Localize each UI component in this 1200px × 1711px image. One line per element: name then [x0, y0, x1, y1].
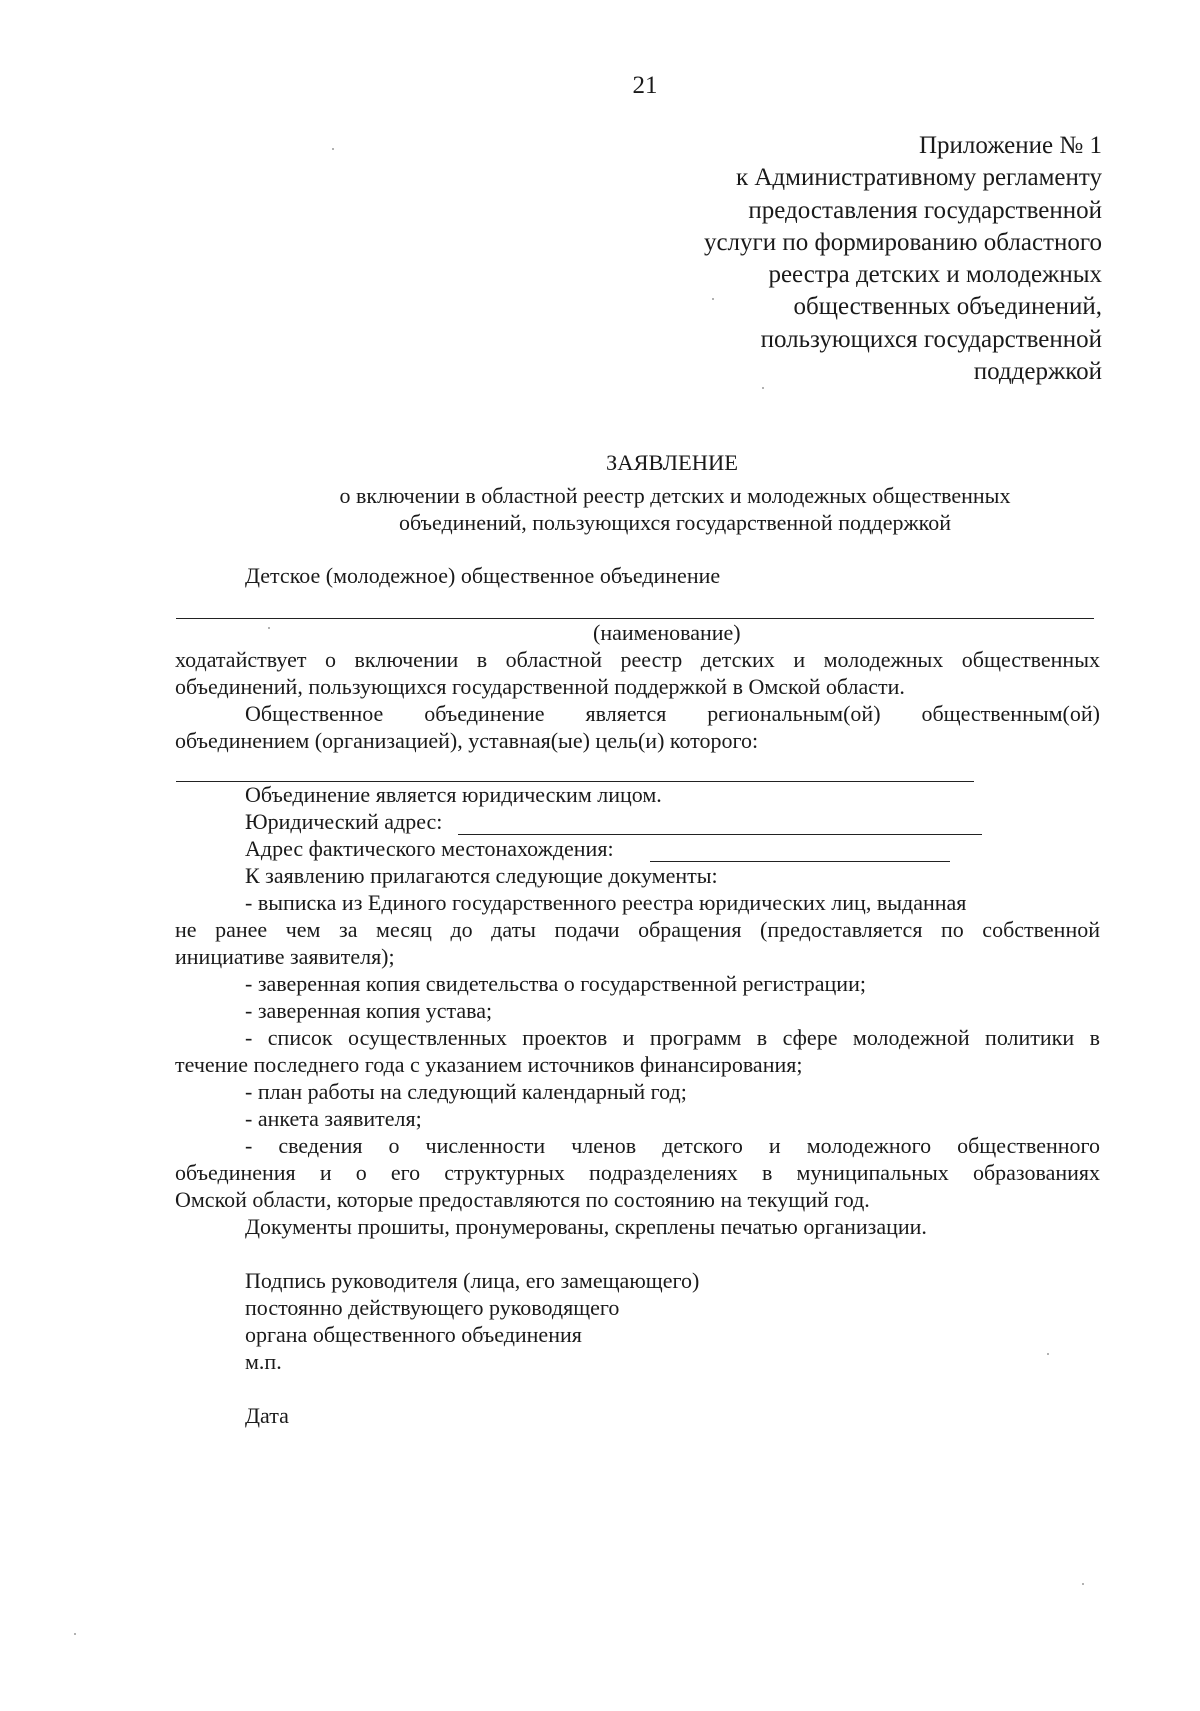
subtitle-line: о включении в областной реестр детских и молодежных общественных — [339, 483, 1011, 508]
signature-line: постоянно действующего руководящего — [245, 1295, 620, 1320]
legal-entity: Объединение является юридическим лицом. — [245, 782, 662, 807]
org-name-blank — [176, 618, 1094, 619]
doc-item: - заверенная копия свидетельства о государственной регистрации; — [245, 971, 866, 996]
statement-subtitle — [300, 482, 1050, 536]
name-caption: (наименование) — [593, 620, 741, 645]
seal-mark: м.п. — [245, 1349, 282, 1374]
scan-speck — [762, 387, 764, 389]
doc-item-line: объединения и о его структурных подразделениях в муниципальных образованиях — [175, 1160, 1100, 1185]
scan-speck — [332, 148, 334, 150]
signature-line: органа общественного объединения — [245, 1322, 582, 1347]
page-number: 21 — [632, 72, 658, 99]
actual-address-blank — [650, 861, 950, 862]
date-label: Дата — [245, 1403, 289, 1428]
doc-item: - выписка из Единого государственного реестра юридических лиц, выданная — [245, 890, 967, 915]
scan-speck — [74, 1633, 76, 1635]
doc-item-line: не ранее чем за месяц до даты подачи обращения (предоставляется по собственной — [175, 917, 1100, 942]
statement-title: ЗАЯВЛЕНИЕ — [606, 450, 738, 475]
doc-item: - сведения о численности членов детского и молодежного общественного — [245, 1133, 1100, 1158]
org-intro: Детское (молодежное) общественное объединение — [245, 563, 721, 588]
regional-line: объединением (организацией), уставная(ые) цель(и) которого: — [175, 728, 759, 753]
annex-line: предоставления государственной — [748, 196, 1102, 224]
scan-speck — [1047, 1353, 1049, 1355]
regional-line: Общественное объединение является региональным(ой) общественным(ой) — [245, 701, 1100, 726]
doc-item-line: инициативе заявителя); — [175, 944, 395, 969]
scan-speck — [712, 298, 714, 300]
annex-line: к Административному регламенту — [735, 164, 1102, 192]
petition-line: ходатайствует о включении в областной реестр детских и молодежных общественных — [175, 647, 1100, 672]
doc-item-line: Омской области, которые предоставляются по состоянию на текущий год. — [175, 1187, 870, 1212]
scan-speck — [1082, 1583, 1084, 1585]
petition-line: объединений, пользующихся государственной поддержкой в Омской области. — [175, 674, 905, 699]
doc-item: - список осуществленных проектов и программ в сфере молодежной политики в — [245, 1025, 1100, 1050]
doc-item-line: течение последнего года с указанием источников финансирования; — [175, 1052, 803, 1077]
doc-item: - заверенная копия устава; — [245, 998, 493, 1023]
annex-header — [704, 130, 1102, 388]
annex-line: пользующихся государственной — [760, 325, 1102, 353]
legal-address-blank — [458, 834, 982, 835]
doc-item: - план работы на следующий календарный год; — [245, 1079, 687, 1104]
scan-speck — [268, 627, 270, 629]
docs-bound-note: Документы прошиты, пронумерованы, скреплены печатью организации. — [245, 1214, 927, 1239]
docs-intro: К заявлению прилагаются следующие документы: — [245, 863, 718, 888]
annex-line: общественных объединений, — [793, 293, 1102, 321]
actual-address-label: Адрес фактического местонахождения: — [245, 836, 614, 861]
annex-line: реестра детских и молодежных — [768, 261, 1102, 289]
signature-line: Подпись руководителя (лица, его замещающего) — [245, 1268, 700, 1293]
annex-line: Приложение № 1 — [918, 132, 1102, 159]
subtitle-line: объединений, пользующихся государственной поддержкой — [398, 510, 952, 535]
annex-line: поддержкой — [973, 358, 1102, 386]
legal-address-label: Юридический адрес: — [245, 809, 443, 834]
doc-item: - анкета заявителя; — [245, 1106, 422, 1131]
annex-line: услуги по формированию областного — [703, 228, 1102, 256]
